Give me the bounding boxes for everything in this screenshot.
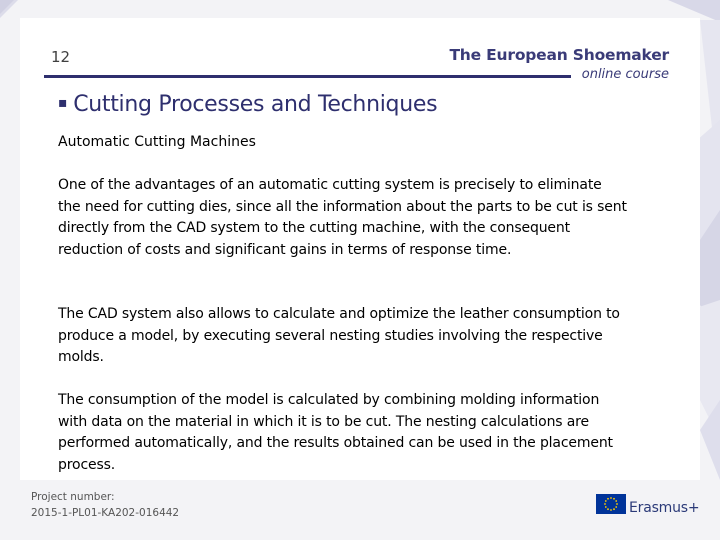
slide-number: 12 xyxy=(51,48,71,66)
brand-title: The European Shoemaker xyxy=(449,46,669,64)
bullet-icon: ▪ xyxy=(58,95,68,111)
slide-heading xyxy=(58,92,437,117)
slide-heading-text: Cutting Processes and Techniques xyxy=(73,92,438,117)
paragraph: One of the advantages of an automatic cutting system is precisely to eliminate the need for cutting dies, since all the information about the parts to be cut is sent directly from the CAD system to the cutting machine, with the consequent reduction of costs and significant gains in terms of response time. xyxy=(58,177,627,258)
paragraph: The CAD system also allows to calculate and optimize the leather consumption to produce a model, by executing several nesting studies involving the respective molds. xyxy=(58,306,620,366)
erasmus-logo-text: Erasmus+ xyxy=(629,500,700,516)
eu-flag-icon xyxy=(596,494,626,514)
brand-subtitle: online course xyxy=(581,67,669,82)
header-rule xyxy=(44,75,571,78)
project-number: 2015-1-PL01-KA202-016442 xyxy=(31,507,180,519)
paragraph: The consumption of the model is calculated by combining molding information with data on the material in which it is to be cut. The nesting calculations are performed automatically, and the results obtained can be used in the placement process. xyxy=(58,392,613,473)
section-subheading: Automatic Cutting Machines xyxy=(58,134,256,150)
project-label: Project number: xyxy=(31,491,115,503)
